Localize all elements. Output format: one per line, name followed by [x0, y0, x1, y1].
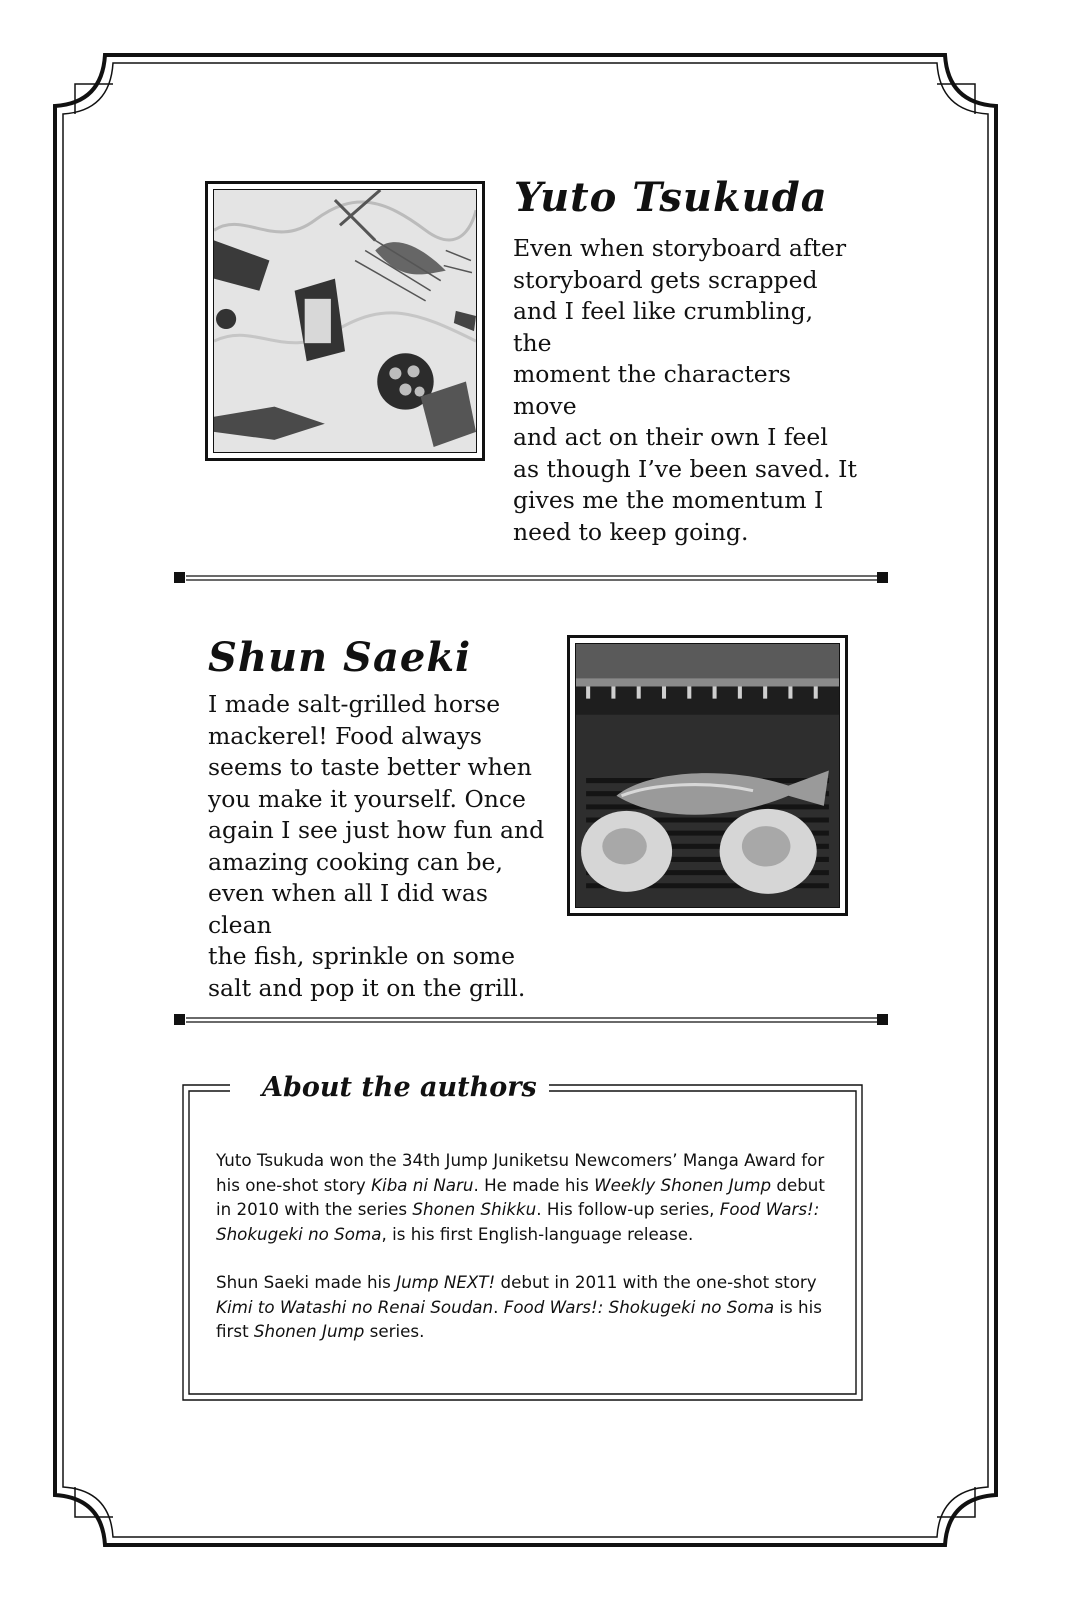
- comment-line: again I see just how fun and: [208, 816, 545, 844]
- about-title: About the authors: [250, 1074, 549, 1101]
- text-run: debut in 2010 with the series: [216, 1174, 825, 1219]
- title-run: Food Wars!: Shokugeki no Soma: [503, 1296, 775, 1317]
- text-run: Yuto Tsukuda won the 34th Jump Juniketsu Newcomers’ Manga Award for his one-shot story: [216, 1150, 825, 1195]
- text-run: Shun Saeki made his: [216, 1272, 397, 1292]
- section-divider-top: [174, 572, 888, 583]
- comment-line: and I feel like crumbling, the: [513, 297, 814, 357]
- comment-line: I made salt-grilled horse: [208, 690, 501, 718]
- author-comment-saeki: [208, 689, 546, 1004]
- comment-line: storyboard gets scrapped: [513, 265, 818, 294]
- author-comment-tsukuda: [513, 233, 858, 548]
- saeki-photo: [567, 635, 848, 916]
- comment-line: mackerel! Food always: [208, 721, 482, 750]
- comment-line: as though I’ve been saved. It: [513, 454, 857, 483]
- comment-line: moment the characters move: [513, 360, 791, 420]
- comment-line: need to keep going.: [513, 517, 749, 546]
- title-run: Jump NEXT!: [396, 1272, 496, 1292]
- title-run: Weekly Shonen Jump: [594, 1174, 772, 1195]
- about-paragraph-saeki: [216, 1270, 831, 1344]
- text-run: series.: [364, 1321, 425, 1341]
- comment-line: even when all I did was clean: [208, 879, 488, 939]
- text-run: is his first: [216, 1296, 822, 1341]
- comment-line: seems to taste better when: [208, 753, 532, 781]
- comment-line: and act on their own I feel: [513, 423, 828, 451]
- text-run: debut in 2011 with the one-shot story: [495, 1272, 817, 1292]
- about-paragraph-tsukuda: [216, 1148, 831, 1246]
- author-name-saeki: Shun Saeki: [208, 634, 472, 681]
- comment-line: the fish, sprinkle on some: [208, 942, 516, 970]
- comment-line: you make it yourself. Once: [208, 784, 526, 813]
- title-run: Kiba ni Naru: [371, 1174, 474, 1195]
- comment-line: Even when storyboard after: [513, 234, 847, 262]
- comment-line: amazing cooking can be,: [208, 847, 503, 876]
- patterned-fabric-image: [214, 190, 476, 452]
- text-run: . His follow-up series,: [536, 1199, 720, 1219]
- title-run: Food Wars!: Shokugeki no Soma: [216, 1199, 820, 1244]
- about-body: [216, 1148, 831, 1368]
- comment-line: gives me the momentum I: [513, 486, 824, 514]
- text-run: . He made his: [473, 1174, 595, 1195]
- text-run: .: [493, 1296, 504, 1317]
- title-run: Kimi to Watashi no Renai Soudan: [216, 1296, 494, 1317]
- section-divider-bottom: [174, 1014, 888, 1025]
- author-name-tsukuda: Yuto Tsukuda: [514, 174, 828, 221]
- tsukuda-photo: [205, 181, 485, 461]
- comment-line: salt and pop it on the grill.: [208, 973, 526, 1002]
- text-run: , is his first English-language release.: [381, 1223, 694, 1244]
- title-run: Shonen Shikku: [412, 1199, 537, 1219]
- title-run: Shonen Jump: [253, 1321, 365, 1341]
- grilled-fish-image: [576, 644, 839, 907]
